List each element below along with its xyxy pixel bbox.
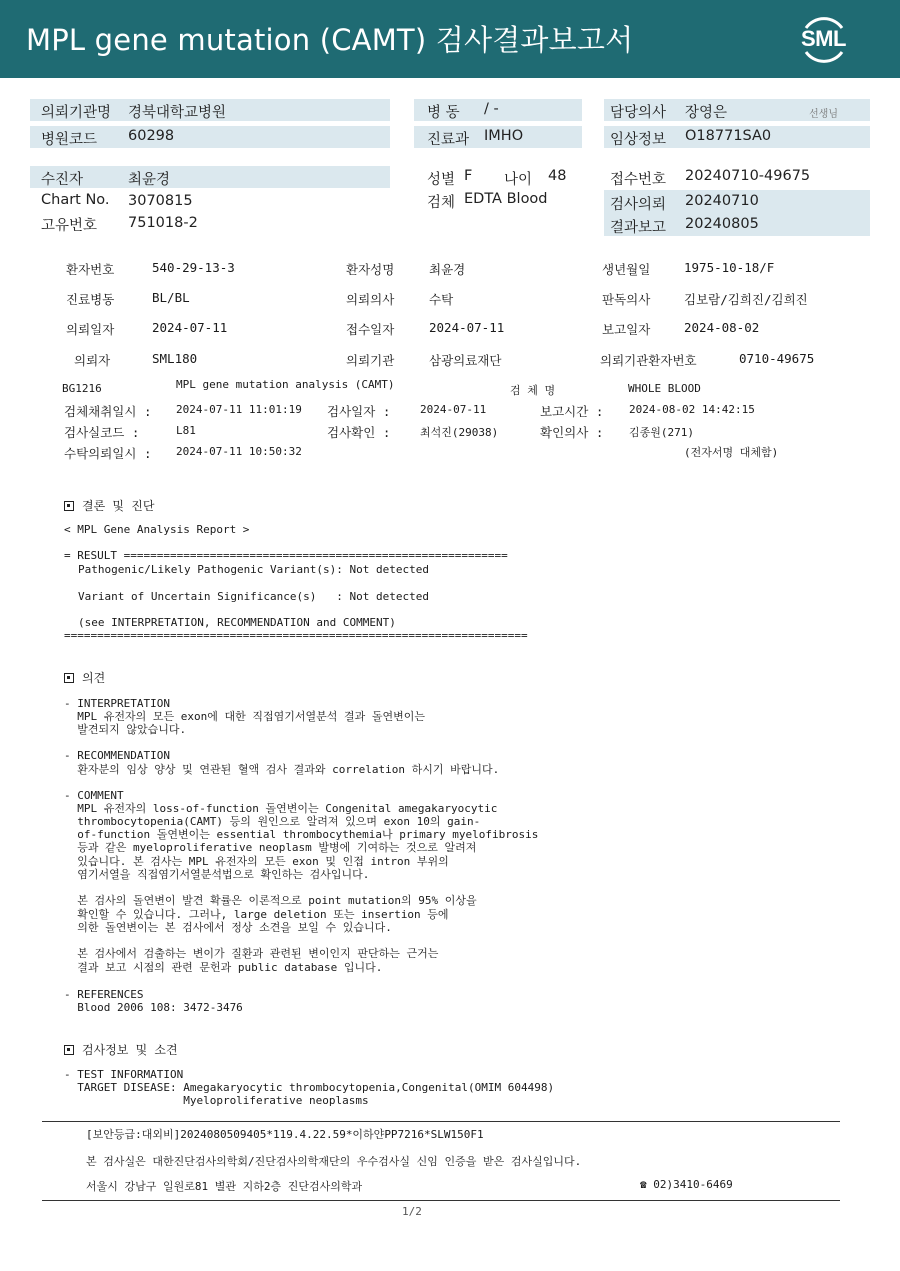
test-code: BG1216	[62, 382, 102, 395]
test-date-value: 2024-07-11	[420, 403, 487, 416]
sex-value: F	[464, 168, 473, 184]
result-end-line: ======================================================================	[64, 629, 528, 642]
inst-patient-no-label: 의뢰기관환자번호	[600, 353, 697, 368]
test-name: MPL gene mutation analysis (CAMT)	[176, 378, 395, 391]
report-date-value: 2024-08-02	[684, 320, 760, 335]
doctor-suffix: 선생님	[809, 109, 838, 120]
report-subtitle: < MPL Gene Analysis Report >	[64, 523, 250, 536]
comment-line: 확인할 수 있습니다. 그러나, large deletion 또는 insertion 등에	[64, 908, 449, 921]
testinfo-heading	[64, 1041, 178, 1058]
chart-value: 3070815	[128, 193, 193, 209]
chart-label: Chart No.	[41, 192, 110, 208]
comment-line: MPL 유전자의 loss-of-function 돌연변이는 Congenital amegakaryocytic	[64, 802, 498, 815]
target-disease-line: TARGET DISEASE: Amegakaryocytic thrombocytopenia,Congenital(OMIM 604498)	[64, 1081, 555, 1094]
accept-value: 2024-07-11 10:50:32	[176, 445, 302, 458]
comment-line: 있습니다. 본 검사는 MPL 유전자의 모든 exon 및 인접 intron 부위의	[64, 855, 449, 868]
security-line: [보안등급:대외비]2024080509405*119.4.22.59*이하얀PP7216*SLW150F1	[86, 1128, 484, 1141]
department-value: IMHO	[484, 128, 524, 144]
receipt-label: 접수번호	[610, 172, 667, 188]
unique-label: 고유번호	[41, 218, 98, 234]
confirm-value: 최석진(29038)	[420, 426, 499, 439]
ward-label-2: 진료병동	[66, 292, 115, 307]
result-pathogenic: Pathogenic/Likely Pathogenic Variant(s): Not detected	[78, 563, 429, 576]
report-header	[0, 0, 900, 78]
patient-no-value: 540-29-13-3	[152, 260, 235, 275]
age-label: 나이	[504, 172, 533, 188]
accept-label: 수탁의뢰일시 :	[64, 446, 152, 461]
ward-value-2: BL/BL	[152, 290, 190, 305]
req-inst-label: 의뢰기관	[346, 353, 395, 368]
result-line: = RESULT ==========================================================	[64, 549, 508, 562]
comment-line: 의한 돌연변이는 본 검사에서 정상 소견을 보일 수 있습니다.	[64, 921, 392, 934]
result-see-note: (see INTERPRETATION, RECOMMENDATION and COMMENT)	[78, 616, 396, 629]
patient-name-label: 환자성명	[346, 262, 395, 277]
patient-no-label: 환자번호	[66, 262, 115, 277]
comment-line: 본 검사의 돌연변이 발견 확률은 이론적으로 point mutation의 95% 이상을	[64, 894, 477, 907]
institution-value: 경북대학교병원	[128, 105, 227, 121]
birthdate-value: 1975-10-18/F	[684, 260, 775, 275]
logo-text: SML	[801, 26, 846, 51]
req-date-value: 2024-07-11	[152, 320, 228, 335]
address-line: 서울시 강남구 일원로81 별관 지하2층 진단검사의학과	[86, 1180, 363, 1193]
result-vus: Variant of Uncertain Significance(s) : Not detected	[78, 590, 429, 603]
report-time-value: 2024-08-02 14:42:15	[629, 403, 755, 416]
references-heading: - REFERENCES	[64, 988, 144, 1001]
info-bar	[30, 166, 390, 188]
comment-line: 본 검사에서 검출하는 변이가 질환과 관련된 변이인지 판단하는 근거는	[64, 947, 439, 960]
testinfo-heading-text: 검사정보 및 소견	[82, 1043, 178, 1057]
age-value: 48	[548, 168, 567, 184]
receipt-value: 20240710-49675	[685, 168, 811, 184]
receipt-date-value: 2024-07-11	[429, 320, 505, 335]
lab-code-value: L81	[176, 424, 196, 437]
certification-line: 본 검사실은 대한진단검사의학회/진단검사의학재단의 우수검사실 신임 인증을 받은 검사실입니다.	[86, 1155, 582, 1168]
req-doctor-value: 수탁	[429, 292, 454, 307]
request-value: 20240710	[685, 193, 759, 209]
reading-doctor-label: 판독의사	[602, 292, 651, 307]
verify-value: 김종원(271)	[629, 426, 694, 439]
ward-label: 병 동	[427, 105, 460, 121]
comment-line: 염기서열을 직접염기서열분석법으로 확인하는 검사입니다.	[64, 868, 370, 881]
comment-line: of-function 돌연변이는 essential thrombocythemia나 primary myelofibrosis	[64, 828, 539, 841]
req-inst-value: 삼광의료재단	[429, 353, 502, 368]
specimen-label: 검체	[427, 195, 456, 211]
section-box-icon	[64, 1045, 74, 1055]
conclusion-heading	[64, 497, 154, 514]
verify-label: 확인의사 :	[540, 425, 604, 440]
request-label: 검사의뢰	[610, 197, 667, 213]
interp-line: 발견되지 않았습니다.	[64, 723, 187, 736]
clinical-value: O18771SA0	[685, 128, 772, 144]
sex-label: 성별	[427, 172, 456, 188]
comment-line: 등과 같은 myeloproliferative neoplasm 발병에 기여하는 것으로 알려져	[64, 841, 477, 854]
receipt-date-label: 접수일자	[346, 322, 395, 337]
report-title: MPL gene mutation (CAMT) 검사결과보고서	[26, 23, 634, 57]
target-disease-line: Myeloproliferative neoplasms	[64, 1094, 369, 1107]
ward-value: / -	[484, 101, 499, 117]
phone-line: ☎ 02)3410-6469	[640, 1178, 733, 1191]
requester-label: 의뢰자	[74, 353, 111, 368]
footer-divider	[42, 1200, 840, 1201]
clinical-label: 임상정보	[610, 132, 667, 148]
comment-heading: - COMMENT	[64, 789, 124, 802]
rec-heading: - RECOMMENDATION	[64, 749, 170, 762]
reference-line: Blood 2006 108: 3472-3476	[64, 1001, 243, 1014]
specimen-name-label: 검 체 명	[510, 384, 556, 397]
opinion-heading-text: 의견	[82, 671, 106, 685]
interp-heading: - INTERPRETATION	[64, 697, 170, 710]
testinfo-subheading: - TEST INFORMATION	[64, 1068, 184, 1081]
doctor-label: 담당의사	[610, 105, 667, 121]
inst-patient-no-value: 0710-49675	[739, 351, 815, 366]
test-date-label: 검사일자 :	[327, 404, 391, 419]
specimen-value: EDTA Blood	[464, 191, 548, 207]
doctor-value: 장영은	[685, 105, 728, 121]
sml-logo	[792, 12, 856, 68]
esign-note: (전자서명 대체함)	[684, 446, 779, 459]
collect-value: 2024-07-11 11:01:19	[176, 403, 302, 416]
lab-code-label: 검사실코드 :	[64, 425, 140, 440]
reading-doctor-value: 김보람/김희진/김희진	[684, 292, 808, 307]
unique-value: 751018-2	[128, 215, 198, 231]
section-box-icon	[64, 501, 74, 511]
comment-line: 결과 보고 시점의 관련 문헌과 public database 입니다.	[64, 961, 383, 974]
patient-label: 수진자	[41, 172, 84, 188]
hospital-code-value: 60298	[128, 128, 175, 144]
confirm-label: 검사확인 :	[327, 425, 391, 440]
rec-line: 환자분의 임상 양상 및 연관된 혈액 검사 결과와 correlation 하시기 바랍니다.	[64, 763, 500, 776]
req-date-label: 의뢰일자	[66, 322, 115, 337]
patient-value: 최윤경	[128, 172, 171, 188]
department-label: 진료과	[427, 132, 470, 148]
collect-label: 검체채취일시 :	[64, 404, 152, 419]
requester-value: SML180	[152, 351, 198, 366]
report-date-label: 보고일자	[602, 322, 651, 337]
specimen-name-value: WHOLE BLOOD	[628, 382, 701, 395]
comment-line: thrombocytopenia(CAMT) 등의 원인으로 알려져 있으며 exon 10의 gain-	[64, 815, 481, 828]
req-doctor-label: 의뢰의사	[346, 292, 395, 307]
footer-divider	[42, 1121, 840, 1122]
interp-line: MPL 유전자의 모든 exon에 대한 직접염기서열분석 결과 돌연변이는	[64, 710, 425, 723]
section-box-icon	[64, 673, 74, 683]
patient-name-value: 최윤경	[429, 262, 466, 277]
institution-label: 의뢰기관명	[41, 105, 112, 121]
report-time-label: 보고시간 :	[540, 404, 604, 419]
opinion-heading	[64, 669, 105, 686]
conclusion-heading-text: 결론 및 진단	[82, 499, 155, 513]
report-value: 20240805	[685, 216, 759, 232]
birthdate-label: 생년월일	[602, 262, 651, 277]
page-number: 1/2	[402, 1205, 422, 1218]
hospital-code-label: 병원코드	[41, 132, 98, 148]
report-label: 결과보고	[610, 220, 667, 236]
